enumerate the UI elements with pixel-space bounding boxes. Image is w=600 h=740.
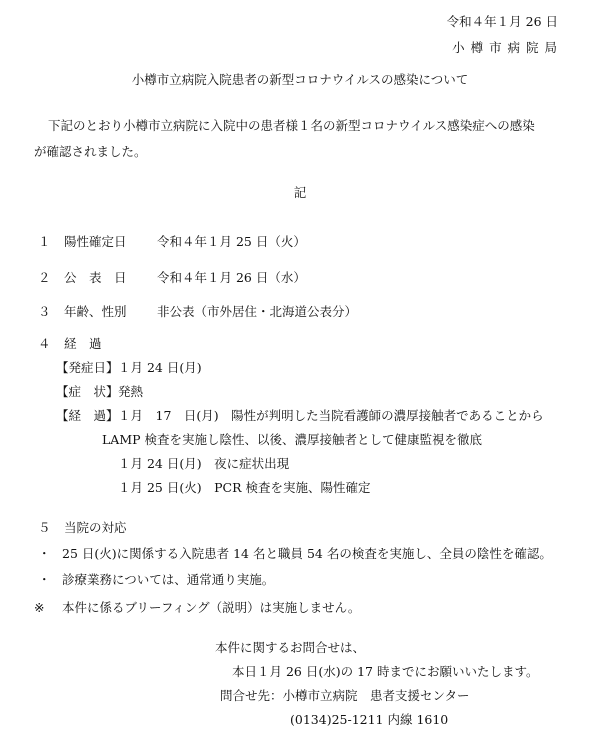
item-number: ５ — [38, 520, 51, 535]
item-number: ４ — [38, 336, 51, 351]
item-value: 非公表（市外居住・北海道公表分） — [157, 304, 358, 319]
onset-value: １月 24 日(月) — [118, 360, 202, 375]
item-label: 公 表 日 — [64, 270, 127, 285]
document-date: 令和４年１月 26 日 — [446, 14, 558, 29]
note-mark: ※ — [34, 600, 45, 615]
item-value: 令和４年１月 25 日（火） — [157, 234, 306, 249]
item-number: １ — [38, 234, 51, 249]
intro-line-1: 下記のとおり小樽市立病院に入院中の患者様１名の新型コロナウイルス感染症への感染 — [48, 118, 535, 133]
response-item-1: 25 日(火)に関係する入院患者 14 名と職員 54 名の検査を実施し、全員の陰性を確認。 — [62, 546, 552, 561]
intro-line-2: が確認されました。 — [34, 144, 147, 159]
note-text: 本件に係るブリーフィング（説明）は実施しません。 — [62, 600, 361, 615]
item-number: ２ — [38, 270, 51, 285]
contact-line-1: 本件に関するお問合せは、 — [215, 640, 366, 655]
item-label: 年齢、性別 — [64, 304, 127, 319]
progress-line-3: １月 24 日(月) 夜に症状出現 — [118, 456, 290, 471]
progress-line-2: LAMP 検査を実施し陰性、以後、濃厚接触者として健康監視を徹底 — [102, 432, 483, 447]
ki-heading: 記 — [293, 185, 307, 200]
progress-label: 【経 過】 — [56, 408, 119, 423]
response-item-2: 診療業務については、通常通り実施。 — [62, 572, 275, 587]
item-label: 陽性確定日 — [64, 234, 127, 249]
bullet-mark: ・ — [38, 572, 51, 587]
symptom-value: 発熱 — [118, 384, 144, 399]
item-label: 経 過 — [64, 336, 102, 351]
contact-line-3: 問合せ先：小樽市立病院 患者支援センター — [220, 688, 470, 703]
contact-phone: (0134)25-1211 内線 1610 — [290, 712, 449, 727]
onset-label: 【発症日】 — [56, 360, 119, 375]
progress-line-4: １月 25 日(火) PCR 検査を実施、陽性確定 — [118, 480, 371, 495]
contact-line-2: 本日１月 26 日(水)の 17 時までにお願いいたします。 — [232, 664, 539, 679]
document-title: 小樽市立病院入院患者の新型コロナウイルスの感染について — [131, 72, 469, 87]
item-number: ３ — [38, 304, 51, 319]
progress-line-1: １月 17 日(月) 陽性が判明した当院看護師の濃厚接触者であることから — [118, 408, 544, 423]
item-value: 令和４年１月 26 日（水） — [157, 270, 306, 285]
symptom-label: 【症 状】 — [56, 384, 119, 399]
response-heading: 当院の対応 — [64, 520, 127, 535]
issuer-name: 小 樽 市 病 院 局 — [452, 40, 558, 55]
bullet-mark: ・ — [38, 546, 51, 561]
